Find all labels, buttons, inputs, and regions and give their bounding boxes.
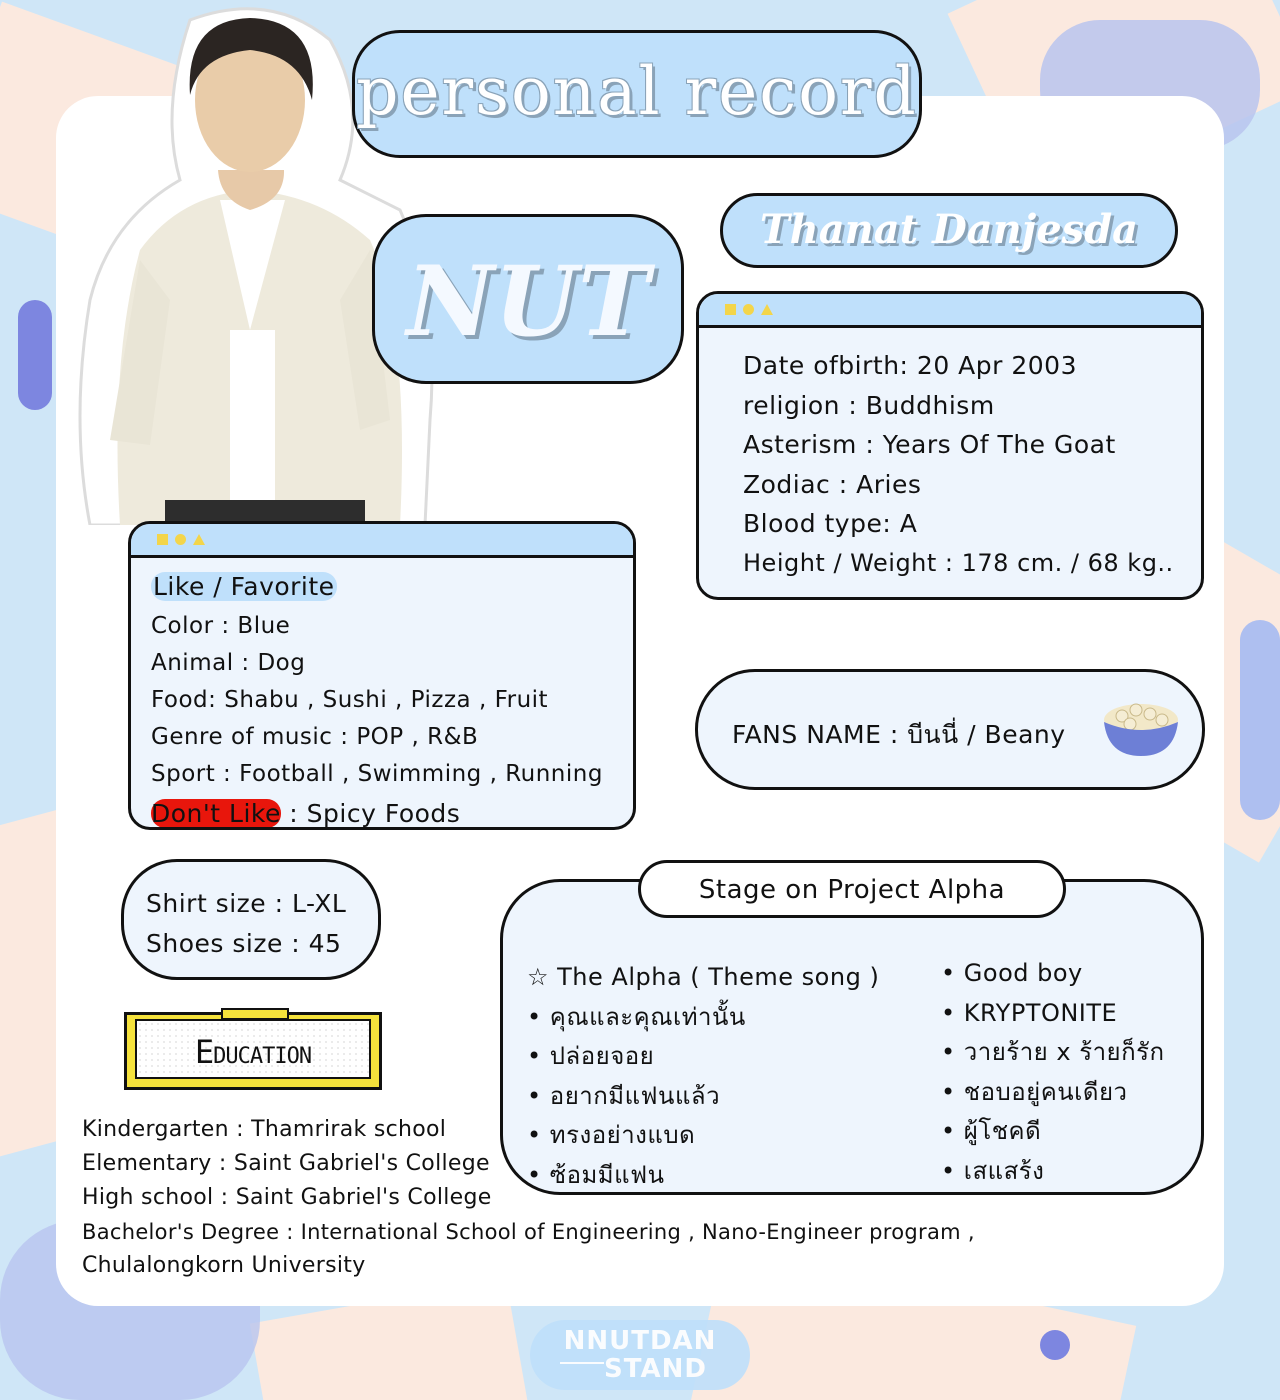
bowl-of-beans-icon [1100, 698, 1182, 760]
education-badge [124, 1012, 382, 1090]
window-titlebar [699, 294, 1201, 328]
profile-window [696, 291, 1204, 600]
stage-song: • เสแสร้ง [941, 1156, 1045, 1185]
dislike-row [151, 795, 633, 830]
nickname: NUT [406, 245, 650, 358]
watermark-line-1: NNUTDAN [563, 1326, 717, 1356]
watermark [530, 1320, 750, 1390]
dislike-label: Don't Like [151, 799, 281, 828]
fans-name: FANS NAME : บีนนี่ / Beany [732, 720, 1066, 749]
favorite-item: Color : Blue [151, 613, 291, 639]
favorites-window [128, 521, 636, 830]
profile-asterism: Asterism : Years Of The Goat [743, 430, 1116, 460]
profile-birthdate: Date ofbirth: 20 Apr 2003 [743, 351, 1077, 380]
stage-song: • คุณและคุณเท่านั้น [527, 1002, 746, 1031]
profile-zodiac: Zodiac : Aries [743, 469, 922, 499]
education-heading: Education [194, 1033, 312, 1071]
watermark-line-2: STAND [604, 1354, 707, 1384]
profile-blood-type: Blood type: A [743, 509, 918, 539]
fullname-pill [720, 193, 1178, 268]
stage-heading-pill [638, 860, 1066, 918]
education-elementary: Elementary : Saint Gabriel's College [82, 1151, 490, 1176]
stage-song: • ผู้โชคดี [941, 1117, 1042, 1146]
shirt-size: Shirt size : L-XL [146, 889, 347, 918]
profile-religion: religion : Buddhism [743, 390, 995, 420]
stage-song: • ปล่อยจอย [527, 1042, 655, 1071]
education-high-school: High school : Saint Gabriel's College [82, 1185, 492, 1210]
sizes-panel [121, 859, 381, 980]
favorite-item: Animal : Dog [151, 650, 306, 676]
stage-song: • ซ้อมมีแฟน [527, 1160, 665, 1189]
stage-panel [500, 879, 1204, 1195]
stage-song: • Good boy [941, 959, 1083, 987]
education-kindergarten: Kindergarten : Thamrirak school [82, 1117, 447, 1142]
nickname-pill [372, 214, 684, 384]
education-university: Chulalongkorn University [82, 1253, 366, 1278]
stage-song: • ทรงอย่างแบด [527, 1121, 696, 1150]
favorites-heading: Like / Favorite [153, 572, 335, 601]
stage-song: • KRYPTONITE [941, 998, 1118, 1027]
stage-song: • ชอบอยู่คนเดียว [941, 1077, 1128, 1106]
sparkle-icon [560, 1362, 604, 1364]
education-clip [221, 1008, 289, 1020]
page-title: personal record [356, 53, 918, 130]
favorite-item: Genre of music : POP , R&B [151, 724, 479, 750]
window-titlebar [131, 524, 633, 558]
education-bachelor: Bachelor's Degree : International School of Engineering , Nano-Engineer program , [82, 1220, 975, 1244]
favorite-item: Sport : Football , Swimming , Running [151, 761, 603, 787]
favorite-item: Food: Shabu , Sushi , Pizza , Fruit [151, 687, 549, 713]
fans-name-panel [695, 669, 1205, 790]
stage-song: ☆ The Alpha ( Theme song ) [527, 963, 880, 991]
title-pill [352, 30, 922, 158]
profile-height-weight: Height / Weight : 178 cm. / 68 kg.. [743, 548, 1174, 577]
stage-heading: Stage on Project Alpha [698, 875, 1006, 905]
shoes-size: Shoes size : 45 [146, 929, 342, 958]
stage-song: • วายร้าย x ร้ายก็รัก [941, 1038, 1165, 1067]
stage-song: • อยากมีแฟนแล้ว [527, 1081, 721, 1110]
full-name: Thanat Danjesda [759, 206, 1139, 253]
dislike-value: : Spicy Foods [280, 799, 461, 828]
